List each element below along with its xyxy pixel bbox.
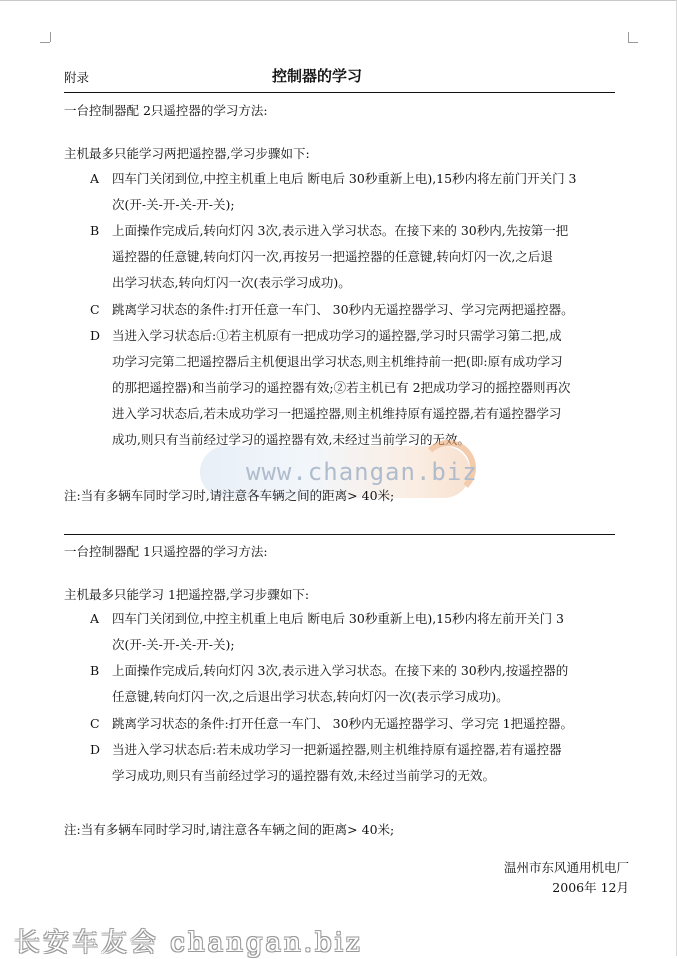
section2-intro: 主机最多只能学习 1把遥控器,学习步骤如下: xyxy=(64,587,310,602)
section2-note: 注:当有多辆车同时学习时,请注意各车辆之间的距离> 40米; xyxy=(64,822,395,837)
step-line: 次(开-关-开-关-开-关); xyxy=(112,197,235,212)
section1-note: 注:当有多辆车同时学习时,请注意各车辆之间的距离> 40米; xyxy=(64,488,395,503)
step-line: 的那把遥控器)和当前学习的遥控器有效;②若主机已有 2把成功学习的摇控器则再次 xyxy=(112,380,571,395)
step-letter: C xyxy=(90,302,100,317)
step-line: 出学习状态,转向灯闪一次(表示学习成功)。 xyxy=(112,275,351,290)
step-line: 功学习完第二把遥控器后主机便退出学习状态,则主机维持前一把(即:原有成功学习 xyxy=(112,354,563,369)
step-line: 当进入学习状态后:①若主机原有一把成功学习的遥控器,学习时只需学习第二把,成 xyxy=(112,328,562,343)
step-letter: B xyxy=(90,663,100,678)
step-letter: C xyxy=(90,716,100,731)
section1-heading: 一台控制器配 2只遥控器的学习方法: xyxy=(64,103,268,118)
step-line: 四车门关闭到位,中控主机重上电后 断电后 30秒重新上电),15秒内将左前开关门 3 xyxy=(112,611,565,626)
step-letter: A xyxy=(90,171,100,186)
crop-mark-left-vertical xyxy=(50,32,51,42)
appendix-label: 附录 xyxy=(64,70,90,85)
step-letter: A xyxy=(90,611,100,626)
company-name: 温州市东风通用机电厂 xyxy=(503,860,629,875)
step-line: 四车门关闭到位,中控主机重上电后 断电后 30秒重新上电),15秒内将左前门开关门 3 xyxy=(112,171,577,186)
step-line: 跳离学习状态的条件:打开任意一车门、 30秒内无遥控器学习、学习完 1把遥控器。 xyxy=(112,716,574,731)
step-line: 遥控器的任意键,转向灯闪一次,再按另一把遥控器的任意键,转向灯闪一次,之后退 xyxy=(112,249,553,264)
crop-mark-left xyxy=(40,42,50,43)
crop-mark-right xyxy=(628,42,638,43)
step-line: 任意键,转向灯闪一次,之后退出学习状态,转向灯闪一次(表示学习成功)。 xyxy=(112,689,509,704)
section1-intro: 主机最多只能学习两把遥控器,学习步骤如下: xyxy=(64,146,310,161)
step-line: 学习成功,则只有当前经过学习的遥控器有效,未经过当前学习的无效。 xyxy=(112,768,495,783)
step-line: 进入学习状态后,若未成功学习一把遥控器,则主机维持原有遥控器,若有遥控器学习 xyxy=(112,406,562,421)
step-line: 跳离学习状态的条件:打开任意一车门、 30秒内无遥控器学习、学习完两把遥控器。 xyxy=(112,302,574,317)
step-letter: B xyxy=(90,223,100,238)
step-line: 当进入学习状态后:若未成功学习一把新遥控器,则主机维持原有遥控器,若有遥控器 xyxy=(112,742,562,757)
step-line: 成功,则只有当前经过学习的遥控器有效,未经过当前学习的无效。 xyxy=(112,432,470,447)
document-date: 2006年 12月 xyxy=(552,880,629,895)
footer-watermark: 长安车友会 changan.biz xyxy=(14,928,363,958)
section-divider xyxy=(64,534,615,535)
step-letter: D xyxy=(90,742,101,757)
page-border-top xyxy=(0,0,677,1)
header-rule xyxy=(64,92,615,93)
page-title: 控制器的学习 xyxy=(272,67,363,85)
section2-heading: 一台控制器配 1只遥控器的学习方法: xyxy=(64,544,268,559)
watermark-text: www.changan.biz xyxy=(246,458,478,486)
step-line: 上面操作完成后,转向灯闪 3次,表示进入学习状态。在接下来的 30秒内,先按第一把 xyxy=(112,223,569,238)
step-letter: D xyxy=(90,328,101,343)
step-line: 上面操作完成后,转向灯闪 3次,表示进入学习状态。在接下来的 30秒内,按遥控器的 xyxy=(112,663,569,678)
crop-mark-right-vertical xyxy=(628,32,629,42)
step-line: 次(开-关-开-关-开-关); xyxy=(112,637,235,652)
